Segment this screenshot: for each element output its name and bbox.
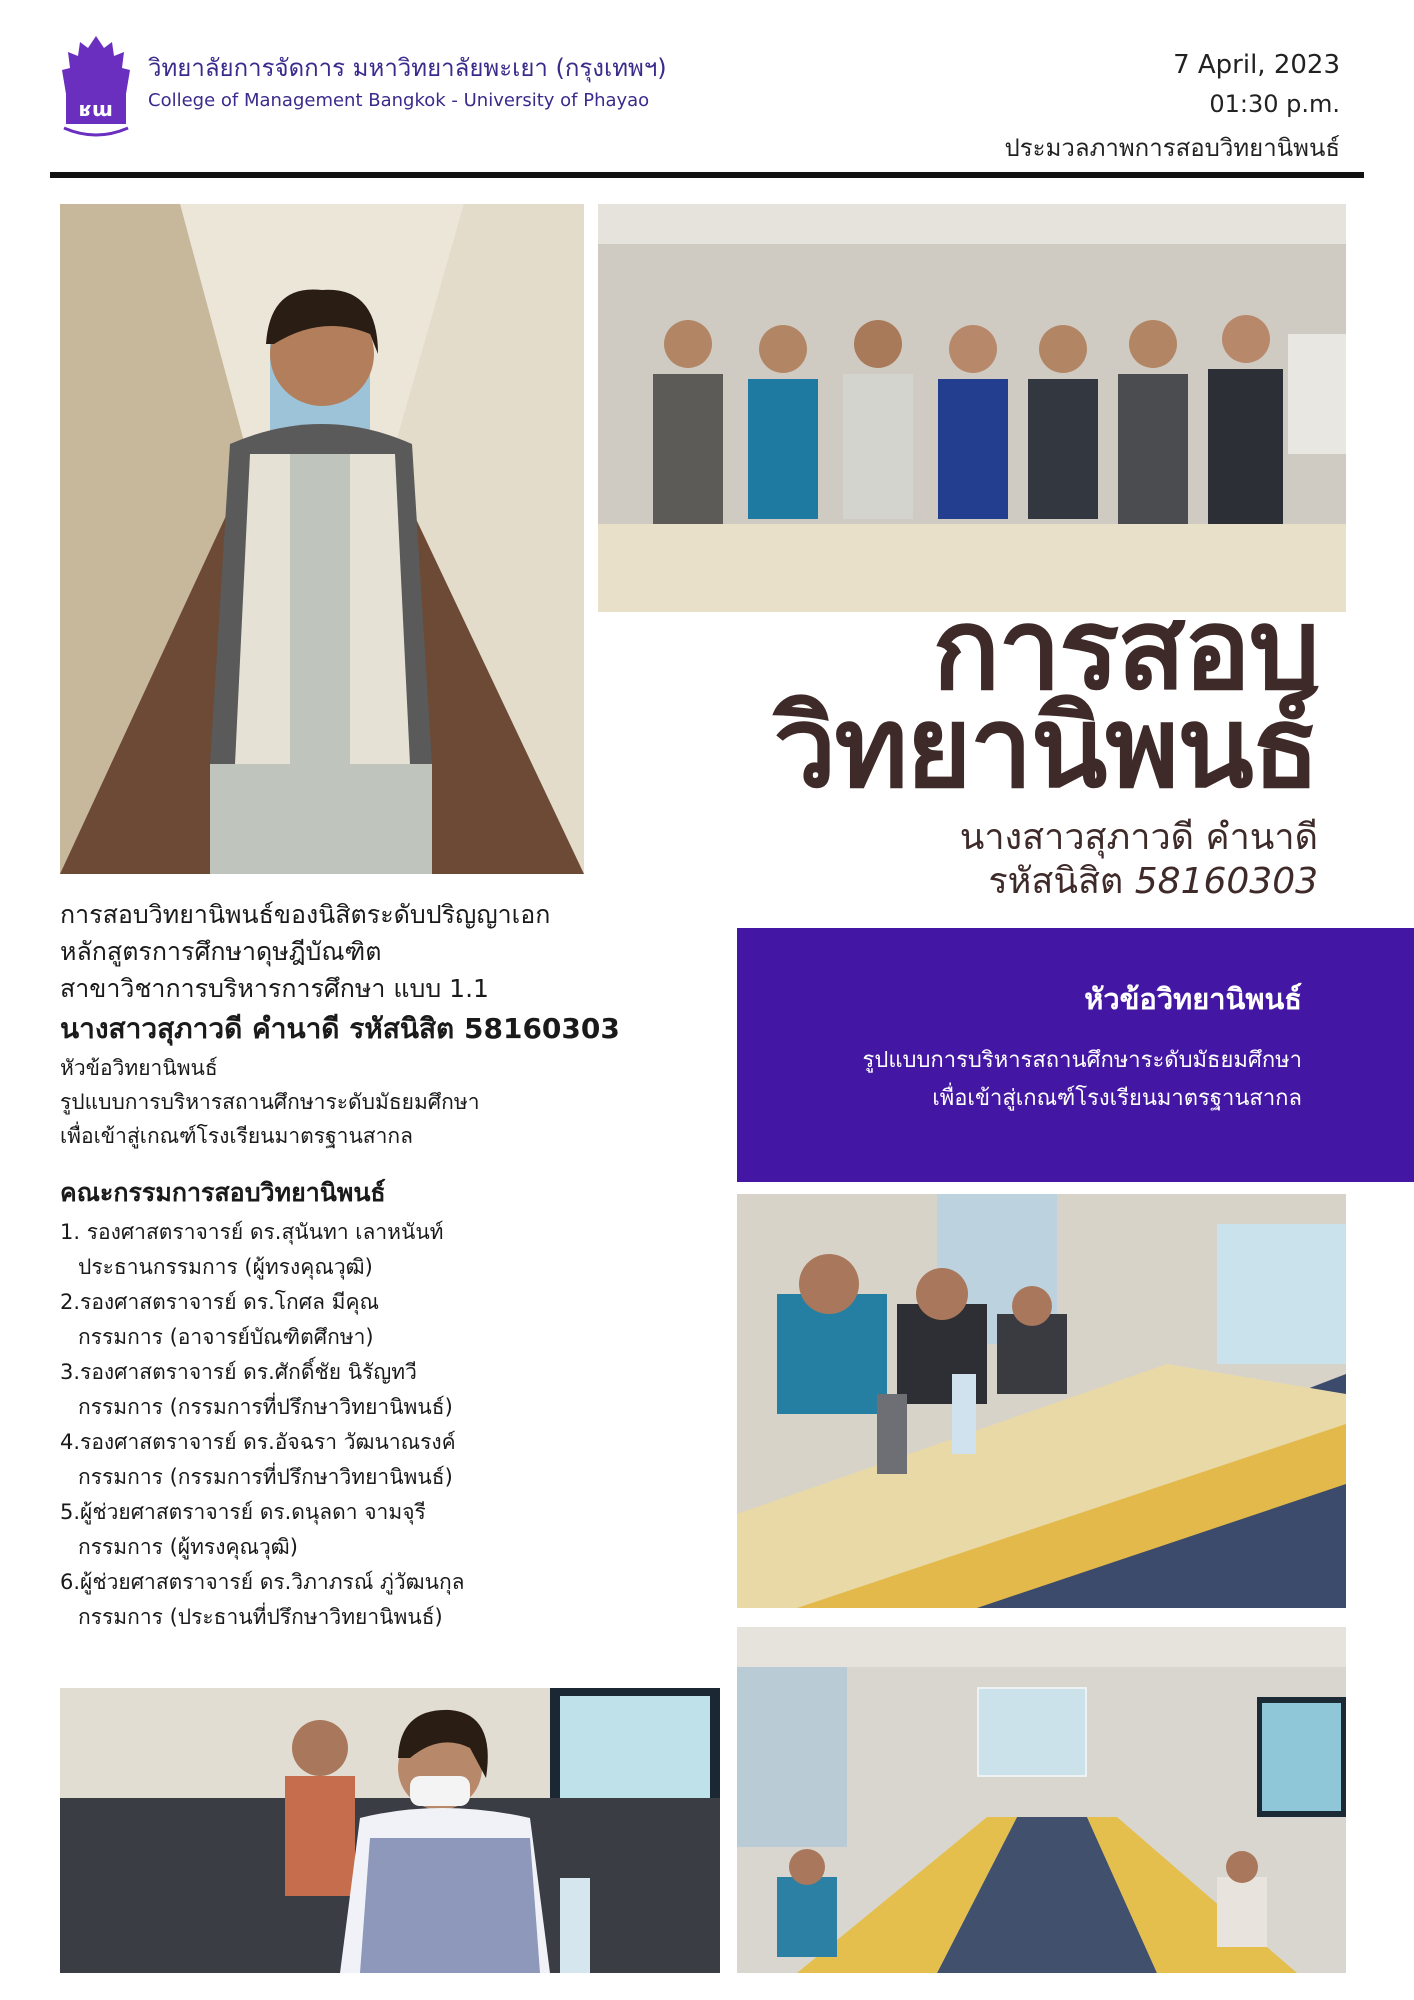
student-id-number: 58160303 bbox=[1134, 861, 1318, 902]
topic-box bbox=[737, 928, 1414, 1182]
member-name: 2.รองศาสตราจารย์ ดร.โกศล มีคุณ bbox=[60, 1290, 380, 1314]
topic-box-line-2: เพื่อเข้าสู่เกณฑ์โรงเรียนมาตรฐานสากล bbox=[932, 1086, 1302, 1111]
committee-member bbox=[60, 1495, 720, 1565]
member-role: ประธานกรรมการ (ผู้ทรงคุณวุฒิ) bbox=[78, 1255, 373, 1279]
committee-member bbox=[60, 1285, 720, 1355]
details-topic-label: หัวข้อวิทยานิพนธ์ bbox=[60, 1056, 218, 1080]
student-id-label: รหัสนิสิต bbox=[988, 861, 1124, 902]
details-line-2: หลักสูตรการศึกษาดุษฎีบัณฑิต bbox=[60, 937, 382, 966]
committee-member bbox=[60, 1215, 720, 1285]
committee-member bbox=[60, 1425, 720, 1495]
org-name-english: College of Management Bangkok - University of Phayao bbox=[148, 90, 650, 111]
university-logo bbox=[60, 34, 132, 144]
member-role: กรรมการ (กรรมการที่ปรึกษาวิทยานิพนธ์) bbox=[78, 1465, 453, 1489]
hero-title-line2: วิทยานิพนธ์ bbox=[773, 683, 1318, 813]
details-line-3: สาขาวิชาการบริหารการศึกษา แบบ 1.1 bbox=[60, 974, 489, 1003]
committee-member bbox=[60, 1355, 720, 1425]
member-role: กรรมการ (ประธานที่ปรึกษาวิทยานิพนธ์) bbox=[78, 1605, 443, 1629]
topic-box-title: หัวข้อวิทยานิพนธ์ bbox=[1084, 982, 1302, 1016]
page-caption: ประมวลภาพการสอบวิทยานิพนธ์ bbox=[1004, 134, 1340, 162]
topic-box-line-1: รูปแบบการบริหารสถานศึกษาระดับมัธยมศึกษา bbox=[862, 1048, 1302, 1073]
photo-meeting-room bbox=[737, 1627, 1346, 1973]
photo-meeting-table bbox=[737, 1194, 1346, 1608]
committee-member bbox=[60, 1565, 720, 1635]
hero-title-line1: การสอบ bbox=[932, 585, 1318, 715]
member-name: 3.รองศาสตราจารย์ ดร.ศักดิ์ชัย นิรัญทวี bbox=[60, 1360, 417, 1384]
student-name: นางสาวสุภาวดี คำนาดี bbox=[959, 817, 1318, 858]
details-student: นางสาวสุภาวดี คำนาดี รหัสนิสิต 58160303 bbox=[60, 1012, 620, 1045]
member-name: 1. รองศาสตราจารย์ ดร.สุนันทา เลาหนันท์ bbox=[60, 1220, 444, 1244]
committee-title: คณะกรรมการสอบวิทยานิพนธ์ bbox=[60, 1178, 386, 1207]
photo-committee-close-up bbox=[60, 1688, 720, 1973]
svg-text:ʁɯ: ʁɯ bbox=[79, 97, 113, 121]
event-date: 7 April, 2023 bbox=[1173, 50, 1340, 80]
details-line-1: การสอบวิทยานิพนธ์ของนิสิตระดับปริญญาเอก bbox=[60, 900, 551, 929]
photo-group bbox=[598, 204, 1346, 612]
event-time: 01:30 p.m. bbox=[1209, 90, 1340, 118]
member-role: กรรมการ (กรรมการที่ปรึกษาวิทยานิพนธ์) bbox=[78, 1395, 453, 1419]
member-name: 6.ผู้ช่วยศาสตราจารย์ ดร.วิภาภรณ์ ภู่วัฒนกุล bbox=[60, 1570, 465, 1594]
photo-student-portrait bbox=[60, 204, 584, 874]
member-name: 4.รองศาสตราจารย์ ดร.อัจฉรา วัฒนาณรงค์ bbox=[60, 1430, 456, 1454]
student-id-line bbox=[988, 852, 1318, 909]
header-divider bbox=[50, 172, 1364, 178]
details-topic-line-1: รูปแบบการบริหารสถานศึกษาระดับมัธยมศึกษา bbox=[60, 1090, 480, 1114]
details-topic-line-2: เพื่อเข้าสู่เกณฑ์โรงเรียนมาตรฐานสากล bbox=[60, 1124, 413, 1148]
org-name-thai: วิทยาลัยการจัดการ มหาวิทยาลัยพะเยา (กรุงเทพฯ) bbox=[148, 54, 667, 82]
member-name: 5.ผู้ช่วยศาสตราจารย์ ดร.ดนุลดา จามจุรี bbox=[60, 1500, 426, 1524]
details-column bbox=[60, 896, 720, 1635]
member-role: กรรมการ (ผู้ทรงคุณวุฒิ) bbox=[78, 1535, 298, 1559]
member-role: กรรมการ (อาจารย์บัณฑิตศึกษา) bbox=[78, 1325, 374, 1349]
